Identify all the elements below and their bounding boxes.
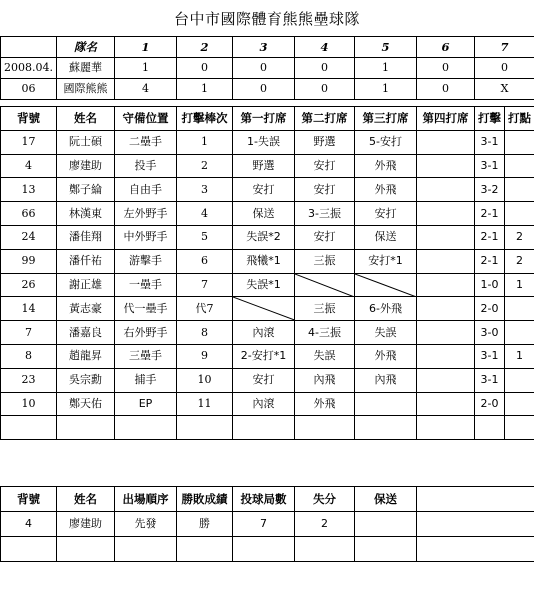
at-bat-2 (295, 416, 355, 440)
blank-cell (417, 512, 534, 537)
at-bat-3: 外飛 (355, 154, 417, 178)
at-bat-4 (417, 297, 475, 321)
inning-score: 4 (115, 79, 177, 100)
table-row (1, 178, 534, 202)
at-bat-2: 內飛 (295, 368, 355, 392)
batting-record: 3-1 (475, 344, 505, 368)
rbi (505, 178, 534, 202)
at-bat-1: 安打 (233, 368, 295, 392)
fielding-position: 捕手 (115, 368, 177, 392)
at-bat-1: 失誤*2 (233, 225, 295, 249)
player-name: 鄭子綸 (57, 178, 115, 202)
at-bat-4 (417, 416, 475, 440)
page-title: 台中市國際體育熊熊壘球隊 (173, 10, 360, 28)
lineup-header-row (1, 107, 534, 131)
table-row (1, 344, 534, 368)
at-bat-4 (417, 225, 475, 249)
line-score-row (1, 58, 534, 79)
win-loss: 勝 (177, 512, 233, 537)
fielding-position: 三壘手 (115, 344, 177, 368)
rbi (505, 416, 534, 440)
batting-record: 2-1 (475, 225, 505, 249)
inning-score: 1 (115, 58, 177, 79)
batting-record: 3-0 (475, 321, 505, 345)
inning-score: 1 (355, 79, 417, 100)
innings-pitched: 7 (233, 512, 295, 537)
fielding-position (115, 416, 177, 440)
rbi: 2 (505, 249, 534, 273)
at-bat-3: 內飛 (355, 368, 417, 392)
at-bat-1 (233, 416, 295, 440)
at-bat-3: 外飛 (355, 178, 417, 202)
rbi (505, 202, 534, 226)
inning-score: 0 (233, 79, 295, 100)
at-bat-4 (417, 202, 475, 226)
table-row (1, 368, 534, 392)
at-bat-2: 三振 (295, 297, 355, 321)
rbi (505, 321, 534, 345)
table-row (1, 297, 534, 321)
at-bat-2-header: 第二打席 (295, 107, 355, 131)
blank-cell (417, 537, 534, 562)
at-bat-3 (355, 273, 417, 297)
inning-header: 7 (475, 37, 534, 58)
player-name: 林漢東 (57, 202, 115, 226)
at-bat-4 (417, 273, 475, 297)
inning-score: 0 (475, 58, 534, 79)
team-header: 隊名 (57, 37, 115, 58)
line-score-table (0, 36, 534, 100)
jersey-number: 4 (1, 154, 57, 178)
walks (355, 512, 417, 537)
inning-score: 1 (177, 79, 233, 100)
runs-allowed-header: 失分 (295, 487, 355, 512)
at-bat-4 (417, 344, 475, 368)
blank-cell (115, 537, 177, 562)
batting-order: 5 (177, 225, 233, 249)
jersey-number (1, 416, 57, 440)
pitcher-name: 廖建助 (57, 512, 115, 537)
position-header: 守備位置 (115, 107, 177, 131)
table-row (1, 249, 534, 273)
at-bat-4-header: 第四打席 (417, 107, 475, 131)
batting-record (475, 416, 505, 440)
inning-score: 0 (295, 79, 355, 100)
batting-record: 3-2 (475, 178, 505, 202)
at-bat-3 (355, 416, 417, 440)
rbi (505, 297, 534, 321)
at-bat-1 (233, 297, 295, 321)
at-bat-1: 失誤*1 (233, 273, 295, 297)
player-name: 潘嘉良 (57, 321, 115, 345)
at-bat-3: 6-外飛 (355, 297, 417, 321)
at-bat-1: 內滾 (233, 321, 295, 345)
inning-header: 2 (177, 37, 233, 58)
pitching-header-row (1, 487, 534, 512)
table-row (1, 202, 534, 226)
table-row (1, 154, 534, 178)
jersey-number: 26 (1, 273, 57, 297)
batting-order: 11 (177, 392, 233, 416)
rbi (505, 154, 534, 178)
table-row (1, 416, 534, 440)
inning-header: 4 (295, 37, 355, 58)
at-bat-2: 三振 (295, 249, 355, 273)
blank-cell (233, 537, 295, 562)
at-bat-3: 安打*1 (355, 249, 417, 273)
jersey-number: 17 (1, 130, 57, 154)
batting-order: 4 (177, 202, 233, 226)
inning-score: X (475, 79, 534, 100)
table-row (1, 392, 534, 416)
batting-record: 2-0 (475, 297, 505, 321)
at-bat-1: 2-安打*1 (233, 344, 295, 368)
rbi: 2 (505, 225, 534, 249)
jersey-number: 10 (1, 392, 57, 416)
fielding-position: 右外野手 (115, 321, 177, 345)
table-row (1, 225, 534, 249)
inning-header: 5 (355, 37, 417, 58)
at-bat-2: 安打 (295, 225, 355, 249)
fielding-position: 一壘手 (115, 273, 177, 297)
batting-record: 3-1 (475, 130, 505, 154)
walks-header: 保送 (355, 487, 417, 512)
jersey-number: 23 (1, 368, 57, 392)
line-score-row (1, 79, 534, 100)
inning-score: 1 (355, 58, 417, 79)
at-bat-3-header: 第三打席 (355, 107, 417, 131)
inning-header: 3 (233, 37, 295, 58)
line-score-header-row (1, 37, 534, 58)
at-bat-4 (417, 249, 475, 273)
batting-lineup-table (0, 106, 534, 440)
strike-through-slash (233, 297, 294, 320)
player-name: 潘仟祐 (57, 249, 115, 273)
name-header: 姓名 (57, 107, 115, 131)
jersey-number: 4 (1, 512, 57, 537)
player-name: 阮士碩 (57, 130, 115, 154)
rbi (505, 392, 534, 416)
jersey-number: 7 (1, 321, 57, 345)
fielding-position: 游擊手 (115, 249, 177, 273)
fielding-position: 二壘手 (115, 130, 177, 154)
jersey-header: 背號 (1, 487, 57, 512)
table-row (1, 273, 534, 297)
inning-score: 0 (417, 79, 475, 100)
batting-order: 9 (177, 344, 233, 368)
batting-order: 8 (177, 321, 233, 345)
batting-record: 3-1 (475, 154, 505, 178)
at-bat-2: 安打 (295, 178, 355, 202)
at-bat-2: 野選 (295, 130, 355, 154)
fielding-position: 自由手 (115, 178, 177, 202)
blank-cell (177, 537, 233, 562)
player-name: 趙龍昇 (57, 344, 115, 368)
at-bat-4 (417, 178, 475, 202)
player-name: 鄭天佑 (57, 392, 115, 416)
corner-cell (1, 37, 57, 58)
at-bat-3 (355, 392, 417, 416)
at-bat-1: 內滾 (233, 392, 295, 416)
name-header: 姓名 (57, 487, 115, 512)
rbi (505, 368, 534, 392)
appearance-order-header: 出場順序 (115, 487, 177, 512)
at-bat-4 (417, 321, 475, 345)
at-bat-3: 保送 (355, 225, 417, 249)
batting-order: 7 (177, 273, 233, 297)
table-row (1, 130, 534, 154)
fielding-position: EP (115, 392, 177, 416)
blank-row (1, 537, 534, 562)
at-bat-1-header: 第一打席 (233, 107, 295, 131)
at-bat-2: 失誤 (295, 344, 355, 368)
blank-cell (417, 487, 534, 512)
at-bat-1: 1-失誤 (233, 130, 295, 154)
at-bat-1: 保送 (233, 202, 295, 226)
rbi: 1 (505, 273, 534, 297)
inning-score: 0 (233, 58, 295, 79)
fielding-position: 代一壘手 (115, 297, 177, 321)
jersey-number: 14 (1, 297, 57, 321)
player-name: 潘佳翔 (57, 225, 115, 249)
at-bat-2: 安打 (295, 154, 355, 178)
fielding-position: 中外野手 (115, 225, 177, 249)
at-bat-4 (417, 154, 475, 178)
at-bat-3: 安打 (355, 202, 417, 226)
inning-score: 0 (177, 58, 233, 79)
fielding-position: 投手 (115, 154, 177, 178)
inning-header: 1 (115, 37, 177, 58)
team-name: 國際熊熊 (57, 79, 115, 100)
blank-cell (57, 537, 115, 562)
at-bat-3: 5-安打 (355, 130, 417, 154)
at-bat-3: 外飛 (355, 344, 417, 368)
strike-through-slash (355, 274, 416, 297)
at-bat-1: 野選 (233, 154, 295, 178)
inning-header: 6 (417, 37, 475, 58)
batting-order: 10 (177, 368, 233, 392)
table-row (1, 321, 534, 345)
batting-order: 代7 (177, 297, 233, 321)
player-name: 謝正雄 (57, 273, 115, 297)
inning-score: 0 (295, 58, 355, 79)
rbi-header: 打點 (505, 107, 534, 131)
jersey-number: 24 (1, 225, 57, 249)
inning-score: 0 (417, 58, 475, 79)
batting-record: 2-1 (475, 202, 505, 226)
batting-order: 6 (177, 249, 233, 273)
batting-order: 2 (177, 154, 233, 178)
appearance-order: 先發 (115, 512, 177, 537)
player-name: 黃志豪 (57, 297, 115, 321)
at-bat-2: 4-三振 (295, 321, 355, 345)
strike-through-slash (295, 274, 354, 297)
at-bat-4 (417, 130, 475, 154)
batting-header: 打擊 (475, 107, 505, 131)
player-name: 廖建助 (57, 154, 115, 178)
at-bat-4 (417, 368, 475, 392)
blank-cell (295, 537, 355, 562)
batting-record: 1-0 (475, 273, 505, 297)
batting-order (177, 416, 233, 440)
at-bat-2: 外飛 (295, 392, 355, 416)
runs-allowed: 2 (295, 512, 355, 537)
player-name: 吳宗勳 (57, 368, 115, 392)
pitching-table (0, 486, 534, 562)
team-name: 蘇麗華 (57, 58, 115, 79)
jersey-number: 8 (1, 344, 57, 368)
fielding-position: 左外野手 (115, 202, 177, 226)
jersey-header: 背號 (1, 107, 57, 131)
batting-order: 1 (177, 130, 233, 154)
at-bat-4 (417, 392, 475, 416)
player-name (57, 416, 115, 440)
batting-order-header: 打擊棒次 (177, 107, 233, 131)
win-loss-header: 勝敗成績 (177, 487, 233, 512)
rbi: 1 (505, 344, 534, 368)
batting-order: 3 (177, 178, 233, 202)
game-date-part1: 2008.04. (1, 58, 57, 79)
jersey-number: 13 (1, 178, 57, 202)
jersey-number: 66 (1, 202, 57, 226)
blank-cell (355, 537, 417, 562)
batting-record: 2-1 (475, 249, 505, 273)
batting-record: 2-0 (475, 392, 505, 416)
at-bat-2 (295, 273, 355, 297)
game-date-part2: 06 (1, 79, 57, 100)
innings-pitched-header: 投球局數 (233, 487, 295, 512)
rbi (505, 130, 534, 154)
blank-cell (1, 537, 57, 562)
batting-record: 3-1 (475, 368, 505, 392)
at-bat-3: 失誤 (355, 321, 417, 345)
at-bat-1: 安打 (233, 178, 295, 202)
table-row (1, 512, 534, 537)
at-bat-1: 飛犧*1 (233, 249, 295, 273)
at-bat-2: 3-三振 (295, 202, 355, 226)
jersey-number: 99 (1, 249, 57, 273)
